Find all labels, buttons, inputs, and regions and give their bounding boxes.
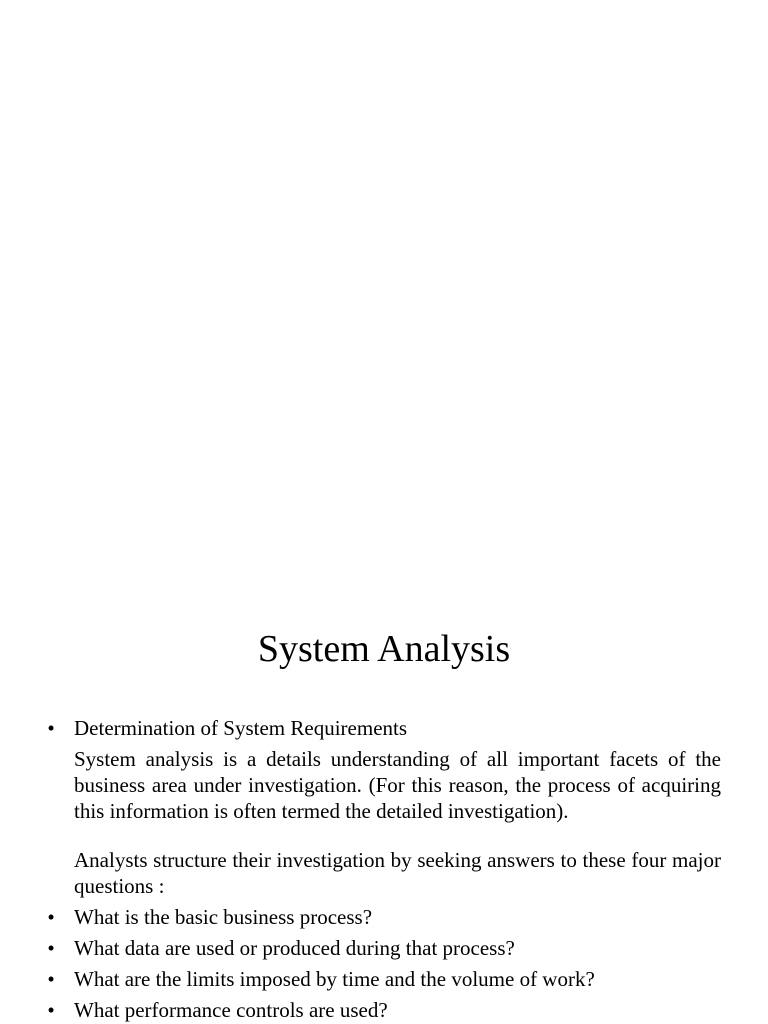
question-bullet-item [47, 904, 721, 930]
question-bullet-item [47, 966, 721, 992]
bullet-dot-icon: • [47, 716, 55, 740]
slide-title: System Analysis [257, 628, 511, 670]
bullet-dot-icon: • [47, 905, 55, 929]
question-text: What are the limits imposed by time and the volume of work? [74, 967, 595, 991]
question-text: What data are used or produced during that process? [74, 936, 515, 960]
bullet-dot-icon: • [47, 998, 55, 1022]
paragraph-definition: System analysis is a details understanding of all important facets of the business area under investigation. (For this reason, the process of acquiring this information is often termed the detailed investigation). [74, 747, 721, 823]
question-text: What performance controls are used? [74, 998, 388, 1022]
bullet-dot-icon: • [47, 936, 55, 960]
slide-content [47, 715, 721, 1024]
question-text: What is the basic business process? [74, 905, 373, 929]
question-bullet-item [47, 997, 721, 1023]
intro-bullet-text: Determination of System Requirements [74, 716, 408, 740]
intro-bullet-item [47, 715, 721, 741]
paragraph-questions-intro: Analysts structure their investigation by seeking answers to these four major questions : [74, 848, 721, 898]
bullet-dot-icon: • [47, 967, 55, 991]
question-bullet-item [47, 935, 721, 961]
